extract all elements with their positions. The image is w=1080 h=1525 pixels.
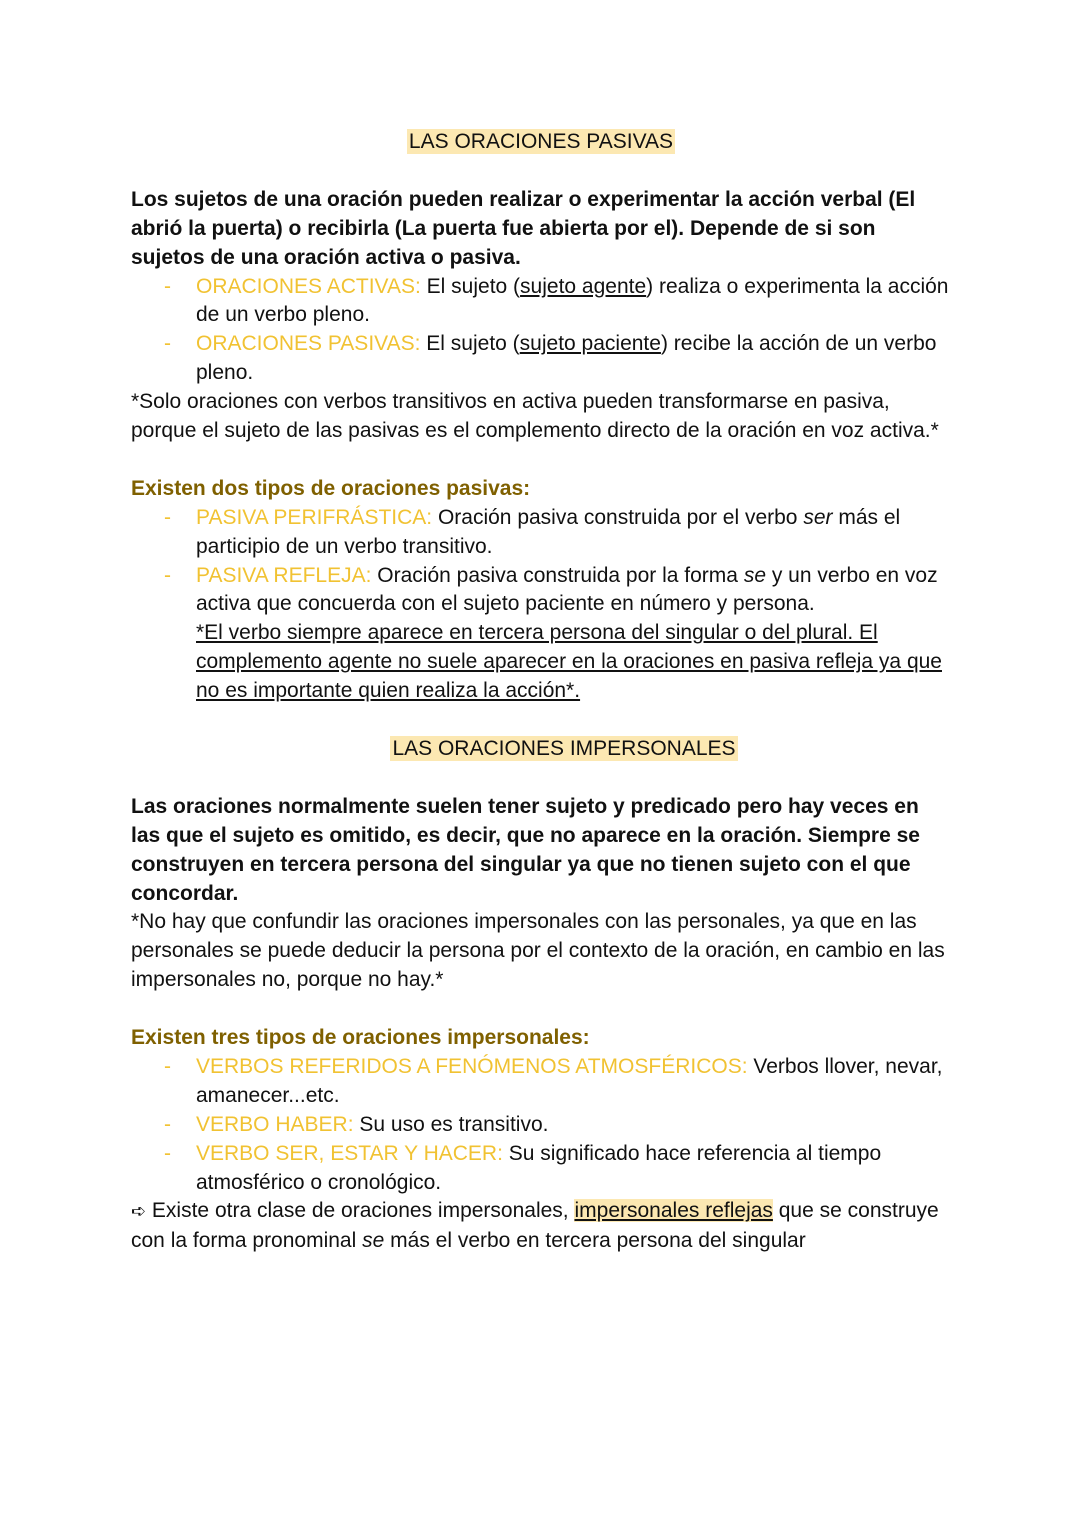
final-paragraph: ➪ Existe otra clase de oraciones impersonales, impersonales reflejas que se construye con la forma pronominal se más el verbo en tercera persona del singular bbox=[131, 1199, 939, 1253]
section-title-pasivas: LAS ORACIONES PASIVAS bbox=[408, 130, 674, 153]
list-tipos-pasivas bbox=[131, 504, 951, 706]
item-label: PASIVA PERIFRÁSTICA: bbox=[196, 505, 433, 529]
list-item: - VERBO SER, ESTAR Y HACER: Su significado hace referencia al tiempo atmosférico o cronológico. bbox=[131, 1140, 951, 1198]
document-body bbox=[131, 128, 951, 1256]
note-underlined: *El verbo siempre aparece en tercera persona del singular o del plural. El complemento agente no suele aparecer en la oraciones en pasiva refleja ya que no es importante quien realiza la acción*. bbox=[196, 621, 942, 703]
note-pasivas: *Solo oraciones con verbos transitivos en activa pueden transformarse en pasiva, porque el sujeto de las pasivas es el complemento directo de la oración en voz activa.* bbox=[131, 390, 939, 443]
list-item: - VERBO HABER: Su uso es transitivo. bbox=[131, 1111, 951, 1140]
list-item: - PASIVA REFLEJA: Oración pasiva construida por la forma se y un verbo en voz activa que concuerda con el sujeto paciente en número y persona. *El verbo siempre aparece en tercera persona del singular o del plural. El complemento agente no suele aparecer en la oraciones en pasiva refleja ya que no es importante quien realiza la acción*. bbox=[131, 562, 951, 707]
section-title-impersonales: LAS ORACIONES IMPERSONALES bbox=[392, 736, 736, 760]
term-highlighted: impersonales reflejas bbox=[574, 1199, 773, 1223]
note-impersonales: *No hay que confundir las oraciones impersonales con las personales, ya que en las personales se puede deducir la persona por el contexto de la oración, en cambio en las impersonales no, porque no hay.* bbox=[131, 910, 945, 992]
arrow-icon: ➪ bbox=[131, 1201, 147, 1223]
list-item: - ORACIONES PASIVAS: El sujeto (sujeto paciente) recibe la acción de un verbo pleno. bbox=[131, 330, 951, 388]
types-heading-impersonales: Existen tres tipos de oraciones impersonales: bbox=[131, 1026, 590, 1050]
item-label: PASIVA REFLEJA: bbox=[196, 563, 372, 587]
item-label: ORACIONES ACTIVAS: bbox=[196, 274, 421, 298]
intro-impersonales: Las oraciones normalmente suelen tener sujeto y predicado pero hay veces en las que el sujeto es omitido, es decir, que no aparece en la oración. Siempre se construyen en tercera persona del singular ya que no tienen sujeto con el que concordar. bbox=[131, 794, 920, 905]
item-label: ORACIONES PASIVAS: bbox=[196, 332, 421, 356]
term-underlined: sujeto agente bbox=[520, 274, 647, 298]
intro-pasivas: Los sujetos de una oración pueden realizar o experimentar la acción verbal (El abrió la puerta) o recibirla (La puerta fue abierta por el). Depende de si son sujetos de una oración activa o pasiva. bbox=[131, 187, 916, 269]
item-label: VERBOS REFERIDOS A FENÓMENOS ATMOSFÉRICOS: bbox=[196, 1054, 748, 1078]
list-item: - VERBOS REFERIDOS A FENÓMENOS ATMOSFÉRICOS: Verbos llover, nevar, amanecer...etc. bbox=[131, 1053, 951, 1111]
list-item: - PASIVA PERIFRÁSTICA: Oración pasiva construida por el verbo ser más el participio de un verbo transitivo. bbox=[131, 504, 951, 562]
item-label: VERBO HABER: bbox=[196, 1112, 354, 1136]
list-oraciones bbox=[131, 273, 951, 389]
list-tipos-impersonales bbox=[131, 1053, 951, 1198]
item-label: VERBO SER, ESTAR Y HACER: bbox=[196, 1141, 503, 1165]
term-underlined: sujeto paciente bbox=[519, 332, 661, 356]
list-item: - ORACIONES ACTIVAS: El sujeto (sujeto agente) realiza o experimenta la acción de un verbo pleno. bbox=[131, 273, 951, 331]
types-heading-pasivas: Existen dos tipos de oraciones pasivas: bbox=[131, 476, 531, 500]
